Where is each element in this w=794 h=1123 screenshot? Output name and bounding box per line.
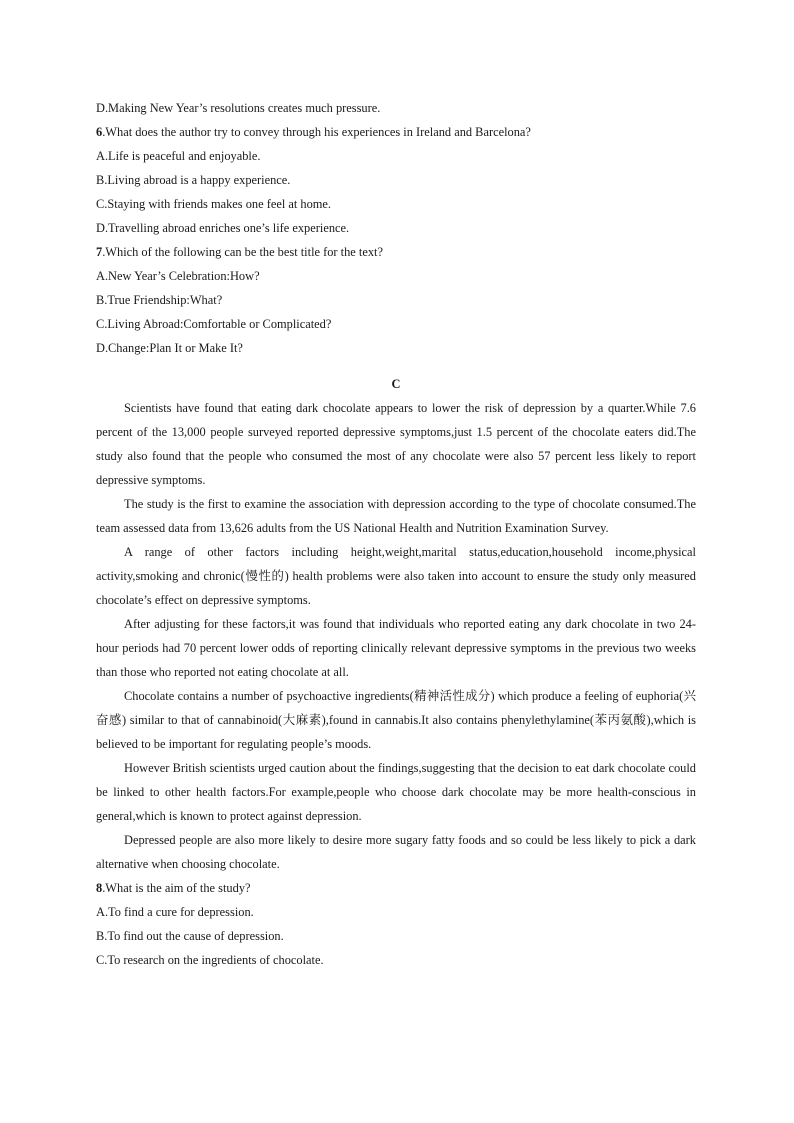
q8-option-a: A.To find a cure for depression.	[96, 905, 254, 919]
q6-option-a: A.Life is peaceful and enjoyable.	[96, 149, 261, 163]
q8-option-c: C.To research on the ingredients of chocolate.	[96, 953, 324, 967]
q6-option-d: D.Travelling abroad enriches one’s life experience.	[96, 221, 350, 235]
question-7-number: 7	[96, 245, 103, 259]
passage-paragraph-5: Chocolate contains a number of psychoactive ingredients(精神活性成分) which produce a feeling of euphoria(兴奋感) similar to that of cannabinoid(大麻素),found in cannabis.It also contains phenylethylamine(苯丙氨酸),which is believed to be important for regulating people’s moods.	[96, 689, 696, 751]
q6-option-c: C.Staying with friends makes one feel at home.	[96, 197, 332, 211]
q7-option-c: C.Living Abroad:Comfortable or Complicated?	[96, 317, 332, 331]
question-8-stem	[96, 876, 696, 900]
question-7-stem	[96, 240, 696, 264]
q8-option-b: B.To find out the cause of depression.	[96, 929, 284, 943]
q6-option-b: B.Living abroad is a happy experience.	[96, 173, 291, 187]
q7-option-a: A.New Year’s Celebration:How?	[96, 269, 260, 283]
question-8-number: 8	[96, 881, 103, 895]
question-6-text: .What does the author try to convey through his experiences in Ireland and Barcelona?	[102, 125, 531, 139]
question-7-text: .Which of the following can be the best title for the text?	[102, 245, 383, 259]
section-heading-c: C	[391, 377, 401, 391]
passage-paragraph-6: However British scientists urged caution about the findings,suggesting that the decision to eat dark chocolate could be linked to other health factors.For example,people who choose dark chocolate may be more health-conscious in general,which is known to protect against depression.	[96, 761, 696, 823]
question-6-stem	[96, 120, 696, 144]
question-8-text: .What is the aim of the study?	[102, 881, 251, 895]
q5-option-d: D.Making New Year’s resolutions creates much pressure.	[96, 101, 381, 115]
question-6-number: 6	[96, 125, 103, 139]
passage-paragraph-1: Scientists have found that eating dark chocolate appears to lower the risk of depression by a quarter.While 7.6 percent of the 13,000 people surveyed reported depressive symptoms,just 1.5 percent of the chocolate eaters did.The study also found that the people who consumed the most of any chocolate were also 57 percent less likely to report depressive symptoms.	[96, 401, 696, 487]
passage-paragraph-4: After adjusting for these factors,it was found that individuals who reported eating any dark chocolate in two 24-hour periods had 70 percent lower odds of reporting clinically relevant depressive symptoms in the previous two weeks than those who reported not eating chocolate at all.	[96, 617, 696, 679]
passage-paragraph-7: Depressed people are also more likely to desire more sugary fatty foods and so could be less likely to pick a dark alternative when choosing chocolate.	[96, 833, 696, 871]
document-page	[96, 96, 696, 972]
q7-option-b: B.True Friendship:What?	[96, 293, 223, 307]
q7-option-d: D.Change:Plan It or Make It?	[96, 341, 243, 355]
passage-paragraph-2: The study is the first to examine the association with depression according to the type of chocolate consumed.The team assessed data from 13,626 adults from the US National Health and Nutrition Examination Survey.	[96, 497, 696, 535]
passage-paragraph-3: A range of other factors including height,weight,marital status,education,household income,physical activity,smoking and chronic(慢性的) health problems were also taken into account to ensure the study only measured chocolate’s effect on depressive symptoms.	[96, 545, 696, 607]
